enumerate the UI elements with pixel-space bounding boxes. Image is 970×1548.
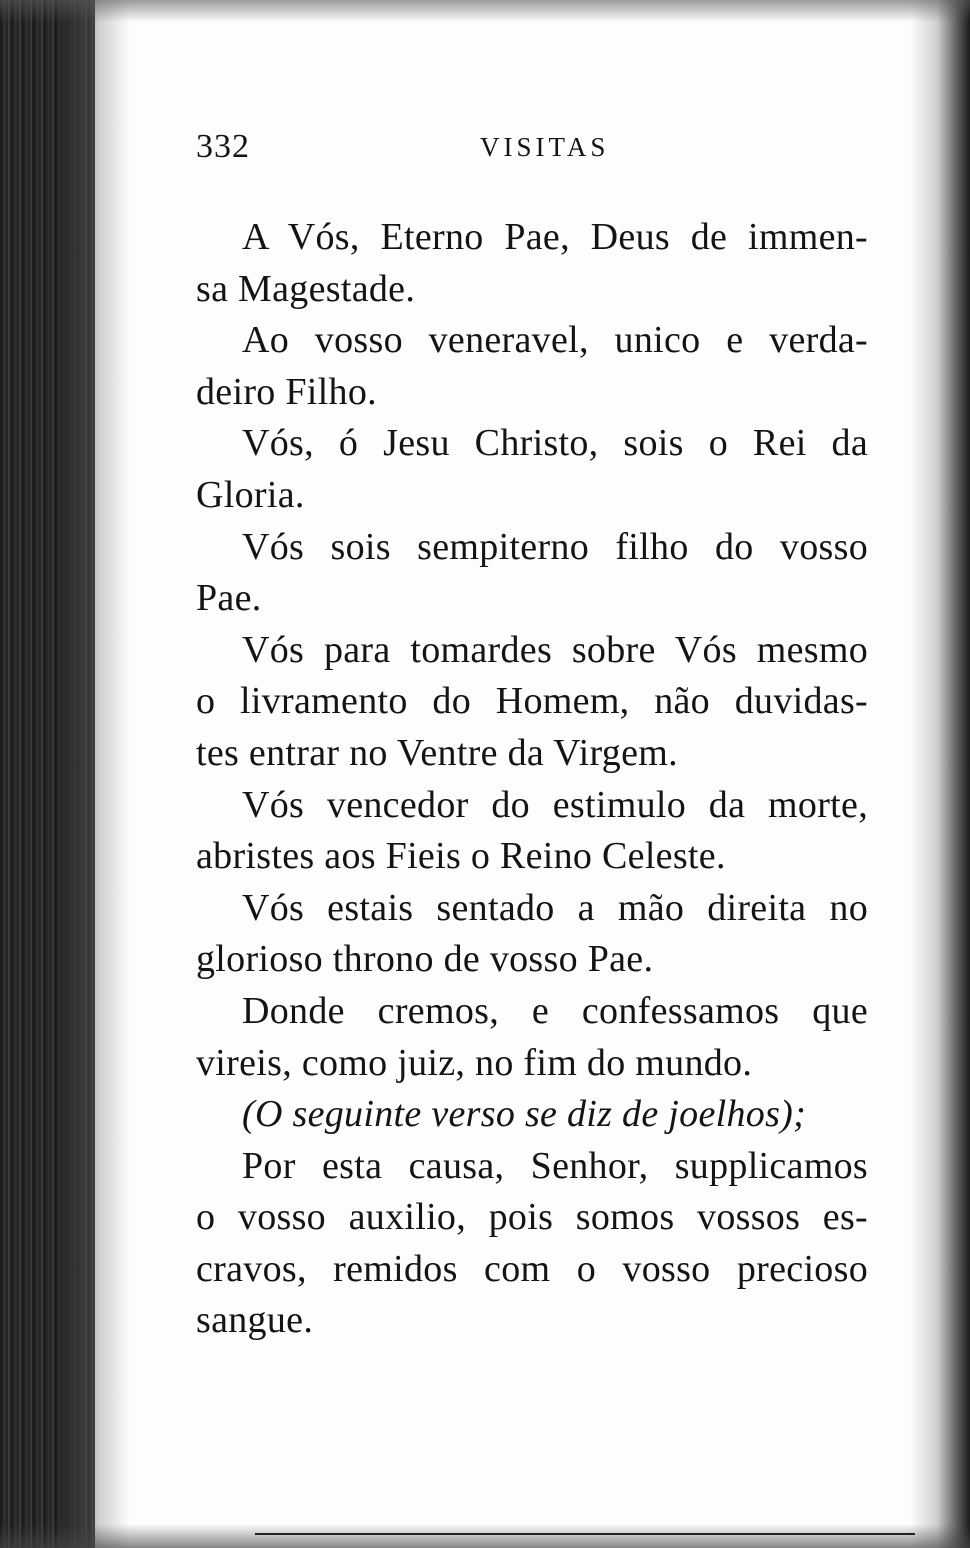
text-line: (O seguinte verso se diz de joelhos); xyxy=(242,1093,807,1136)
text-line: abristes aos Fieis o Reino Celeste. xyxy=(196,835,726,878)
text-line: sangue. xyxy=(196,1299,314,1342)
text-line: cravos, remidos com o vosso precioso xyxy=(196,1247,868,1290)
text-line: Por esta causa, Senhor, supplicamos xyxy=(242,1144,868,1187)
bottom-page-edge xyxy=(0,1524,970,1548)
top-page-edge xyxy=(0,0,970,22)
text-line: Gloria. xyxy=(196,473,305,516)
text-line: Vós para tomardes sobre Vós mesmo xyxy=(242,628,868,671)
text-line: A Vós, Eterno Pae, Deus de immen- xyxy=(242,216,868,258)
text-line: Vós sois sempiterno filho do vosso xyxy=(242,525,868,568)
text-line: Vós, ó Jesu Christo, sois o Rei da xyxy=(242,422,868,465)
running-head xyxy=(196,128,836,168)
body-text xyxy=(196,212,868,1347)
page-number: 332 xyxy=(196,128,250,165)
text-line: sa Magestade. xyxy=(196,267,416,310)
text-line: glorioso throno de vosso Pae. xyxy=(196,938,654,981)
text-line: Donde cremos, e confessamos que xyxy=(242,989,868,1032)
text-line: o livramento do Homem, não duvidas- xyxy=(196,680,868,723)
text-line: Ao vosso veneravel, unico e verda- xyxy=(242,319,868,362)
running-title: VISITAS xyxy=(480,132,610,162)
text-line: Pae. xyxy=(196,577,262,620)
gutter-fade xyxy=(60,0,130,1548)
text-line: vireis, como juiz, no fim do mundo. xyxy=(196,1041,753,1084)
text-line: Vós vencedor do estimulo da morte, xyxy=(242,783,868,826)
text-line: tes entrar no Ventre da Virgem. xyxy=(196,731,678,774)
text-line: deiro Filho. xyxy=(196,370,377,413)
bottom-rule xyxy=(255,1533,915,1535)
text-line: Vós estais sentado a mão direita no xyxy=(242,886,868,929)
text-line: o vosso auxilio, pois somos vossos es- xyxy=(196,1196,868,1239)
right-page-edge xyxy=(910,0,970,1548)
